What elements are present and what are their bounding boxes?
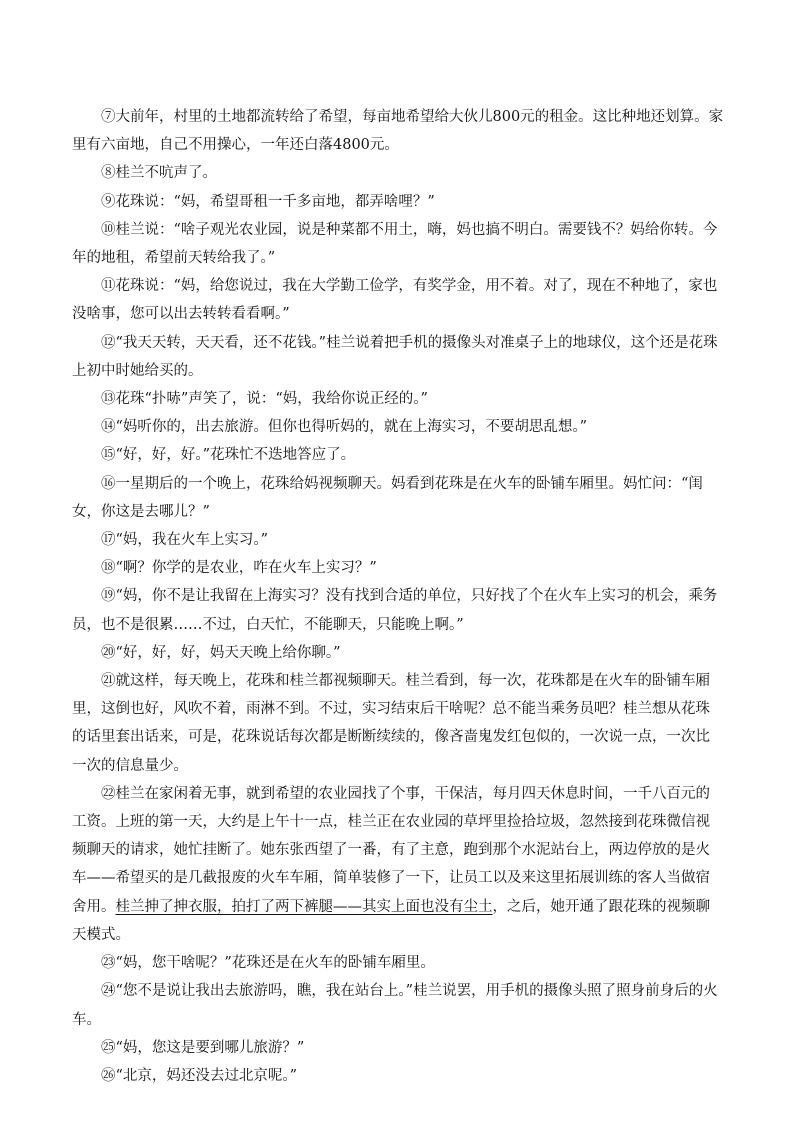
paragraph-20: ⑳“好，好，好，妈天天晚上给你聊。” (101, 644, 341, 661)
paragraph-10: ⑩桂兰说：“啥子观光农业园，说是种菜都不用土，嗨，妈也搞不明白。需要钱不？妈给你转。今年的地租，希望前天转给我了。” (72, 221, 718, 267)
paragraph-26: ㉖“北京，妈还没去过北京呢。” (101, 1067, 298, 1084)
paragraph-15: ⑮“好，好，好。”花珠忙不迭地答应了。 (101, 447, 356, 464)
paragraph-22 (72, 780, 724, 949)
paragraph-24: ㉔“您不是说让我出去旅游吗，瞧，我在站台上。”桂兰说罢，用手机的摄像头照了照身前身后的火车。 (72, 983, 718, 1028)
underlined-sentence: 桂兰抻了抻衣服，拍打了两下裤腿——其实上面也没有尘土 (115, 898, 493, 915)
paragraph-9: ⑨花珠说：“妈，希望哥租一千多亩地，都弄啥哩？” (101, 193, 435, 210)
paragraph-16: ⑯一星期后的一个晚上，花珠给妈视频聊天。妈看到花珠是在火车的卧铺车厢里。妈忙问：“闺女，你这是去哪儿？” (72, 475, 703, 520)
paragraph-23: ㉓“妈，您干啥呢？”花珠还是在火车的卧铺车厢里。 (101, 955, 435, 972)
paragraph-25: ㉕“妈，您这是要到哪儿旅游？” (101, 1039, 305, 1056)
paragraph-7: ⑦大前年，村里的土地都流转给了希望，每亩地希望给大伙儿800元的租金。这比种地还划算。家里有六亩地，自己不用操心，一年还白落4800元。 (72, 109, 724, 154)
paragraph-8: ⑧桂兰不吭声了。 (101, 165, 217, 182)
paragraph-12: ⑫“我天天转，天天看，还不花钱。”桂兰说着把手机的摄像头对准桌子上的地球仪，这个还是花珠上初中时她给买的。 (72, 334, 718, 379)
paragraph-22-text-after: ，之后，她开通了跟花珠的视频聊天模式。 (72, 898, 710, 943)
paragraph-18: ⑱“啊？你学的是农业，咋在火车上实习？” (101, 560, 377, 577)
paragraph-22-text-before: ㉒桂兰在家闲着无事，就到希望的农业园找了个事，干保洁，每月四天休息时间，一千八百元的工资。上班的第一天，大约是上午十一点，桂兰正在农业园的草坪里捡拾垃圾，忽然接到花珠微信视频聊天的请求，她忙挂断了。她东张西望了一番，有了主意，跑到那个水泥站台上，两边停放的是火车——希望买的是几截报废的火车车厢，简单装修了一下，让员工以及来这里拓展训练的客人当做宿舍用。 (72, 785, 710, 915)
paragraph-19: ⑲“妈，你不是让我留在上海实习？没有找到合适的单位，只好找了个在火车上实习的机会，乘务员，也不是很累……不过，白天忙，不能聊天，只能晚上啊。” (72, 588, 718, 633)
paragraph-11: ⑪花珠说：“妈，给您说过，我在大学勤工俭学，有奖学金，用不着。对了，现在不种地了，家也没啥事，您可以出去转转看看啊。” (72, 278, 718, 323)
paragraph-13: ⑬花珠“扑哧”声笑了，说：“妈，我给你说正经的。” (101, 391, 428, 408)
paragraph-14: ⑭“妈听你的，出去旅游。但你也得听妈的，就在上海实习，不要胡思乱想。” (101, 419, 588, 436)
paragraph-17: ⑰“妈，我在火车上实习。” (101, 532, 269, 549)
document-page (72, 103, 724, 1090)
paragraph-21: ㉑就这样，每天晚上，花珠和桂兰都视频聊天。桂兰看到，每一次，花珠都是在火车的卧铺车厢里，这倒也好，风吹不着，雨淋不到。不过，实习结束后干啥呢？总不能当乘务员吧？桂兰想从花珠的话里套出话来，可是，花珠说话每次都是断断续续的，像吝啬鬼发红包似的，一次说一点，一次比一次的信息量少。 (72, 673, 710, 774)
